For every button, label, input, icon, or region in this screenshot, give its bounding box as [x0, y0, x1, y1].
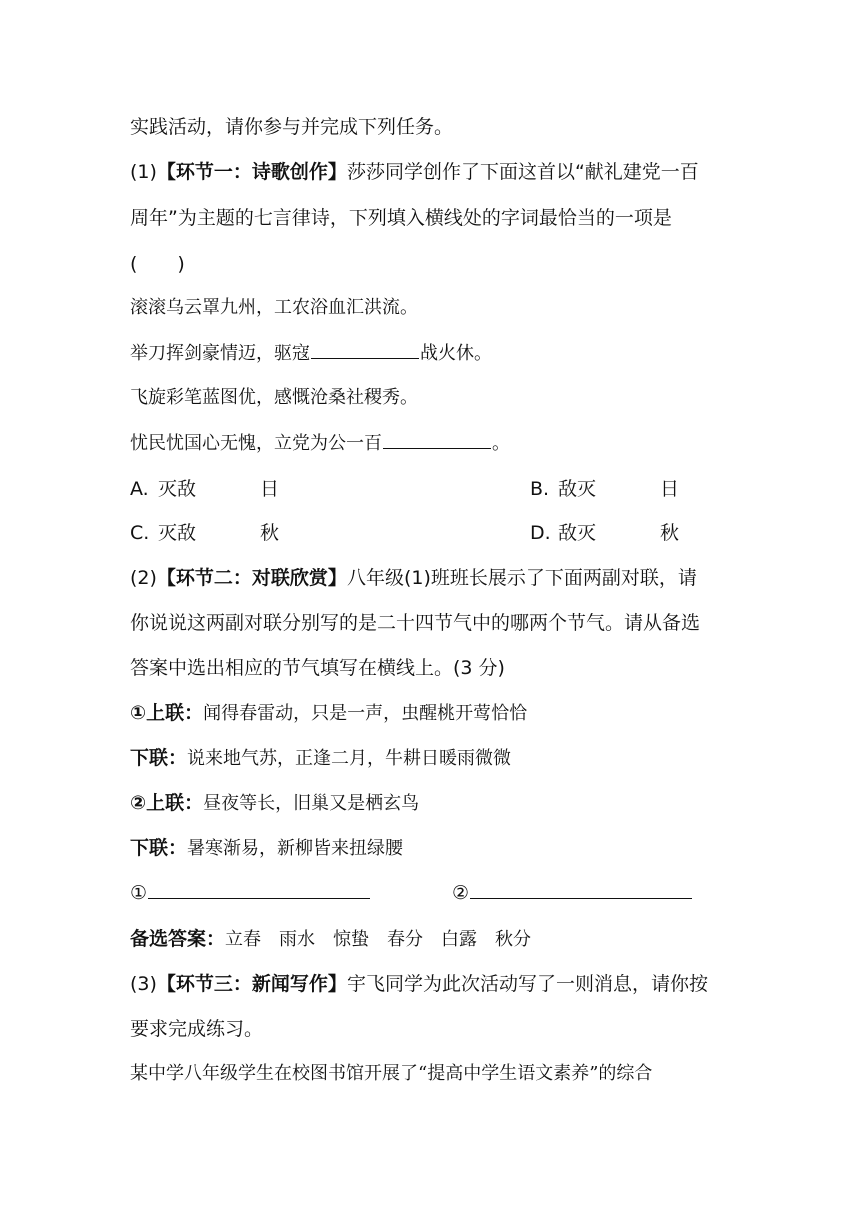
paren-close: )	[177, 253, 185, 275]
q1-text-a: 莎莎同学创作了下面这首以“献礼建党一百	[346, 161, 699, 183]
q1-tag: 【环节一：诗歌创作】	[156, 161, 347, 183]
answer-blank-2[interactable]	[470, 880, 692, 899]
poem-line-2-post: 战火休。	[420, 343, 492, 364]
couplet-1-lower-text: 说来地气苏，正逢二月，牛耕日暖雨微微	[187, 748, 512, 769]
couplet-2-upper-label: ②上联：	[130, 792, 204, 814]
q1-answer-paren	[130, 251, 740, 277]
couplet-1-lower-label: 下联：	[130, 747, 188, 769]
q3-heading	[130, 971, 740, 997]
poem-line-4-pre: 忧民忧国心无愧，立党为公一百	[130, 433, 382, 454]
q1-heading	[130, 159, 740, 185]
option-a[interactable]: A. 灭敌 日	[130, 478, 280, 500]
poem-line-3: 飞旋彩笔蓝图优，感慨沧桑社稷秀。	[130, 387, 418, 408]
intro-line: 实践活动，请你参与并完成下列任务。	[130, 116, 454, 138]
answer-options-line	[130, 926, 740, 953]
answer-option: 春分	[387, 929, 424, 950]
answer-option: 立春	[225, 929, 262, 950]
answer-option: 惊蛰	[333, 929, 370, 950]
answer-blank-row-1	[130, 880, 371, 906]
blank-1-marker: ①	[130, 882, 148, 904]
q3-tag: 【环节三：新闻写作】	[156, 973, 347, 995]
answer-option: 秋分	[495, 929, 532, 950]
option-c[interactable]: C. 灭敌 秋	[130, 522, 280, 544]
poem-line-1: 滚滚乌云罩九州，工农浴血汇洪流。	[130, 297, 418, 318]
answer-option: 雨水	[279, 929, 316, 950]
q1-text-b: 周年”为主题的七言律诗，下列填入横线处的字词最恰当的一项是	[130, 207, 672, 229]
couplet-2-upper	[130, 790, 740, 817]
poem-line-2-pre: 举刀挥剑豪情迈，驱寇	[130, 343, 310, 364]
q2-number: (2)	[130, 567, 157, 589]
q2-tag: 【环节二：对联欣赏】	[156, 567, 347, 589]
q3-text-b: 要求完成练习。	[130, 1018, 264, 1040]
poem-line-2	[130, 340, 740, 367]
couplet-2-lower-text: 暑寒渐易，新柳皆来扭绿腰	[187, 838, 404, 859]
answers-label: 备选答案：	[130, 928, 226, 950]
q3-number: (3)	[130, 973, 157, 995]
poem-blank-1[interactable]	[311, 340, 419, 359]
news-line: 某中学八年级学生在校图书馆开展了“提高中学生语文素养”的综合	[130, 1063, 653, 1084]
q2-heading	[130, 565, 740, 591]
q2-text-a: 八年级(1)班班长展示了下面两副对联，请	[346, 567, 697, 589]
couplet-1-upper-label: ①上联：	[130, 702, 204, 724]
poem-line-4-post: 。	[492, 433, 510, 454]
couplet-1-lower	[130, 745, 740, 772]
answer-blank-row-2	[452, 880, 693, 906]
answer-blank-1[interactable]	[148, 880, 370, 899]
option-d[interactable]: D. 敌灭 秋	[530, 522, 680, 544]
couplet-1-upper-text: 闻得春雷动，只是一声，虫醒桃开莺恰恰	[203, 703, 528, 724]
paren-open: (	[130, 253, 138, 275]
couplet-2-upper-text: 昼夜等长，旧巢又是栖玄鸟	[203, 793, 420, 814]
poem-blank-2[interactable]	[383, 430, 491, 449]
q2-text-c: 答案中选出相应的节气填写在横线上。(3 分)	[130, 657, 505, 679]
answer-option: 白露	[441, 929, 478, 950]
q3-text-a: 宇飞同学为此次活动写了一则消息，请你按	[346, 973, 708, 995]
q1-number: (1)	[130, 161, 157, 183]
couplet-2-lower-label: 下联：	[130, 837, 188, 859]
option-b[interactable]: B. 敌灭 日	[530, 478, 680, 500]
couplet-2-lower	[130, 835, 740, 862]
couplet-1-upper	[130, 700, 740, 727]
q2-text-b: 你说说这两副对联分别写的是二十四节气中的哪两个节气。请从备选	[130, 612, 701, 634]
blank-2-marker: ②	[452, 882, 470, 904]
poem-line-4	[130, 430, 740, 457]
